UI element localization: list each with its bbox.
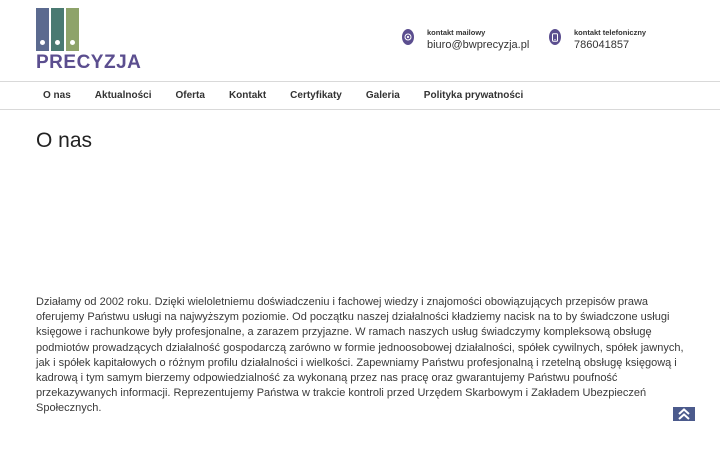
nav-item-certyfikaty[interactable]: Certyfikaty — [290, 90, 342, 101]
main-nav — [0, 81, 720, 110]
site-logo[interactable] — [36, 8, 142, 74]
logo-dot — [70, 40, 75, 45]
contact-email-label: kontakt mailowy — [427, 28, 486, 37]
logo-bar-1 — [36, 8, 49, 51]
email-icon-glyph — [404, 33, 412, 41]
nav-item-o-nas[interactable]: O nas — [43, 90, 71, 101]
nav-item-galeria[interactable]: Galeria — [365, 90, 400, 101]
double-chevron-up-icon — [677, 408, 691, 420]
contact-email-link[interactable]: biuro@bwprecyzja.pl — [427, 39, 530, 51]
nav-item-kontakt[interactable]: Kontakt — [228, 90, 267, 101]
contact-phone-label: kontakt telefoniczny — [574, 28, 647, 37]
phone-icon — [549, 29, 561, 45]
about-text: Działamy od 2002 roku. Dzięki wieloletniemu doświadczeniu i fachowej wiedzy i znajomości obowiązujących przepisów prawa oferujemy Państwu usługi na najwyższym poziomie. Od początku naszej działalności kładziemy nacisk na to by świadczone usługi księgowe i rachunkowe były profesjonalne, a zarazem przyjazne. W ramach naszych usług świadczymy kompleksową obsługę podmiotów prowadzących działalność gospodarczą zarówno w formie jednoosobowej działalności, spółek cywilnych, spółek jawnych, jak i spółek kapitałowych o różnym profilu działalności i wielkości. Zapewniamy Państwu profesjonalną i rzetelną obsługę księgową i kadrową i tym samym bierzemy odpowiedzialność za wykonaną przez nas pracę oraz gwarantujemy Państwu poufność przekazywanych informacji. Reprezentujemy Państwa w trakcie kontroli przed Urzędem Skarbowym i Zakładem Ubezpieczeń Społecznych. — [36, 296, 684, 415]
logo-bar-2 — [51, 8, 64, 51]
phone-icon-glyph — [551, 33, 559, 42]
nav-item-polityka-prywatnosci[interactable]: Polityka prywatności — [423, 90, 524, 101]
page-title: O nas — [36, 129, 93, 152]
logo-dot — [40, 40, 45, 45]
site-header — [0, 0, 720, 81]
logo-text: PRECYZJA — [36, 52, 142, 73]
email-icon — [402, 29, 414, 45]
nav-item-aktualnosci[interactable]: Aktualności — [94, 90, 152, 101]
logo-dot — [55, 40, 60, 45]
contact-phone-link[interactable]: 786041857 — [574, 39, 630, 51]
logo-mark — [36, 8, 80, 51]
scroll-to-top-button[interactable] — [673, 407, 695, 421]
nav-item-oferta[interactable]: Oferta — [175, 90, 205, 101]
logo-bar-3 — [66, 8, 79, 51]
